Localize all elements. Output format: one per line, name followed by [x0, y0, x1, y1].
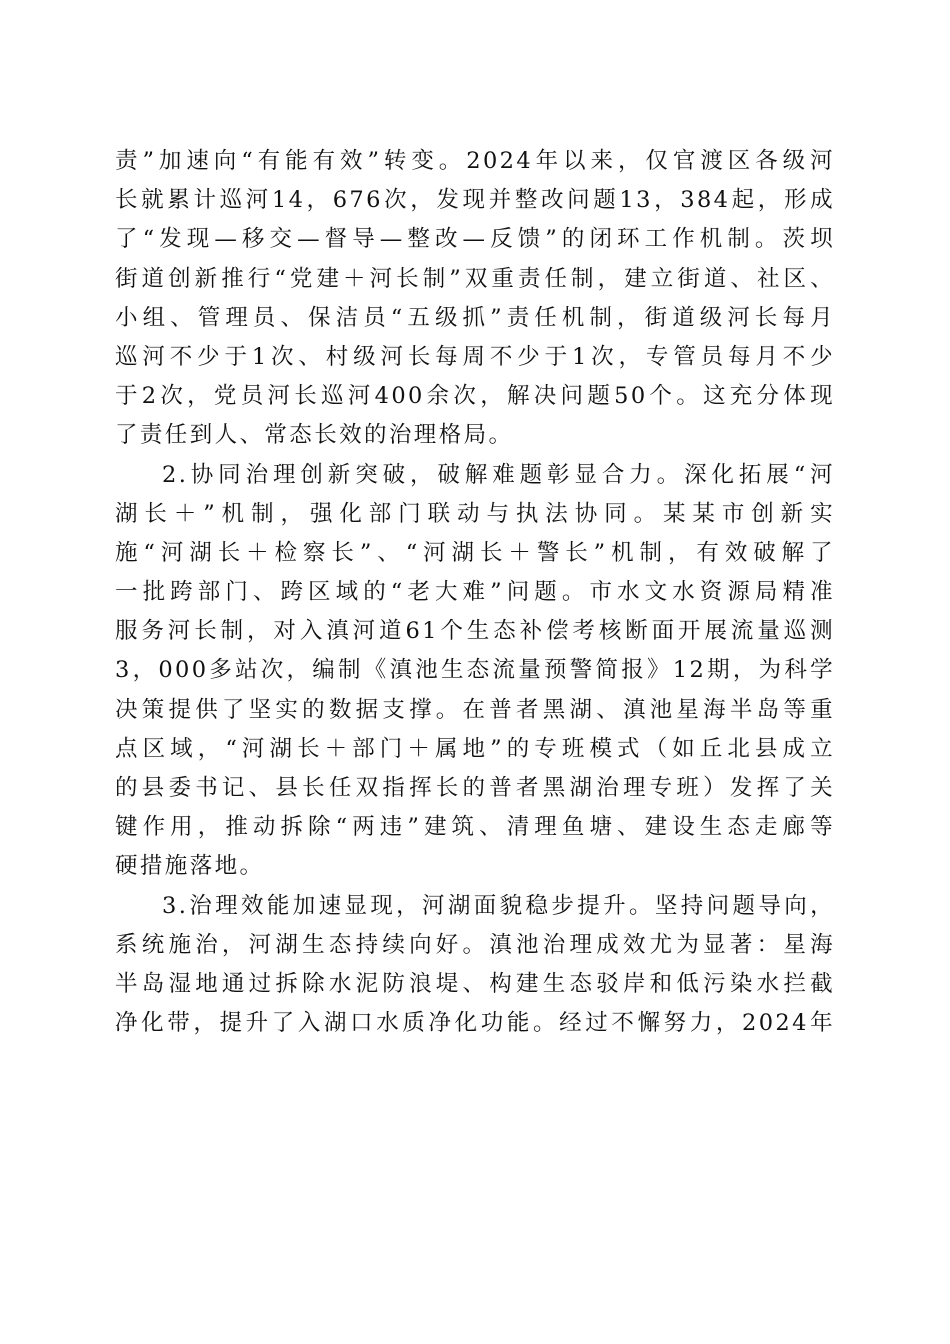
text-line: 了“发现—移交—督导—整改—反馈”的闭环工作机制。茨坝 [115, 226, 835, 253]
text-line: 巡河不少于1次、村级河长每周不少于1次，专管员每月不少 [115, 343, 835, 370]
text-line: 半岛湿地通过拆除水泥防浪堤、构建生态驳岸和低污染水拦截 [115, 970, 835, 997]
paragraph-heading-line: 2.协同治理创新突破，破解难题彰显合力。深化拓展“河 [162, 461, 835, 488]
text-line: 系统施治，河湖生态持续向好。滇池治理成效尤为显著：星海 [115, 931, 835, 958]
text-line: 的县委书记、县长任双指挥长的普者黑湖治理专班）发挥了关 [115, 775, 835, 801]
text-line: 责”加速向“有能有效”转变。2024年以来，仅官渡区各级河 [115, 148, 835, 174]
document-body [115, 142, 835, 1043]
text-line: 小组、管理员、保洁员“五级抓”责任机制，街道级河长每月 [115, 304, 835, 331]
text-line: 湖长＋”机制，强化部门联动与执法协同。某某市创新实 [115, 500, 835, 527]
text-line: 硬措施落地。 [115, 853, 265, 880]
text-line: 街道创新推行“党建＋河长制”双重责任制，建立街道、社区、 [115, 265, 835, 292]
text-line: 决策提供了坚实的数据支撑。在普者黑湖、滇池星海半岛等重 [115, 696, 835, 723]
paragraph-heading-line: 3.治理效能加速显现，河湖面貌稳步提升。坚持问题导向， [162, 892, 835, 919]
text-line: 3，000多站次，编制《滇池生态流量预警简报》12期，为科学 [115, 657, 835, 684]
text-line: 了责任到人、常态长效的治理格局。 [115, 422, 514, 449]
text-line: 长就累计巡河14，676次，发现并整改问题13，384起，形成 [115, 187, 835, 214]
text-line: 一批跨部门、跨区域的“老大难”问题。市水文水资源局精准 [115, 579, 835, 606]
text-line: 净化带，提升了入湖口水质净化功能。经过不懈努力，2024年 [115, 1010, 835, 1037]
text-line: 键作用，推动拆除“两违”建筑、清理鱼塘、建设生态走廊等 [115, 814, 835, 841]
text-line: 点区域，“河湖长＋部门＋属地”的专班模式（如丘北县成立 [115, 735, 835, 762]
text-line: 于2次，党员河长巡河400余次，解决问题50个。这充分体现 [115, 383, 835, 410]
text-line: 服务河长制，对入滇河道61个生态补偿考核断面开展流量巡测 [115, 618, 835, 645]
text-line: 施“河湖长＋检察长”、“河湖长＋警长”机制，有效破解了 [115, 539, 835, 566]
